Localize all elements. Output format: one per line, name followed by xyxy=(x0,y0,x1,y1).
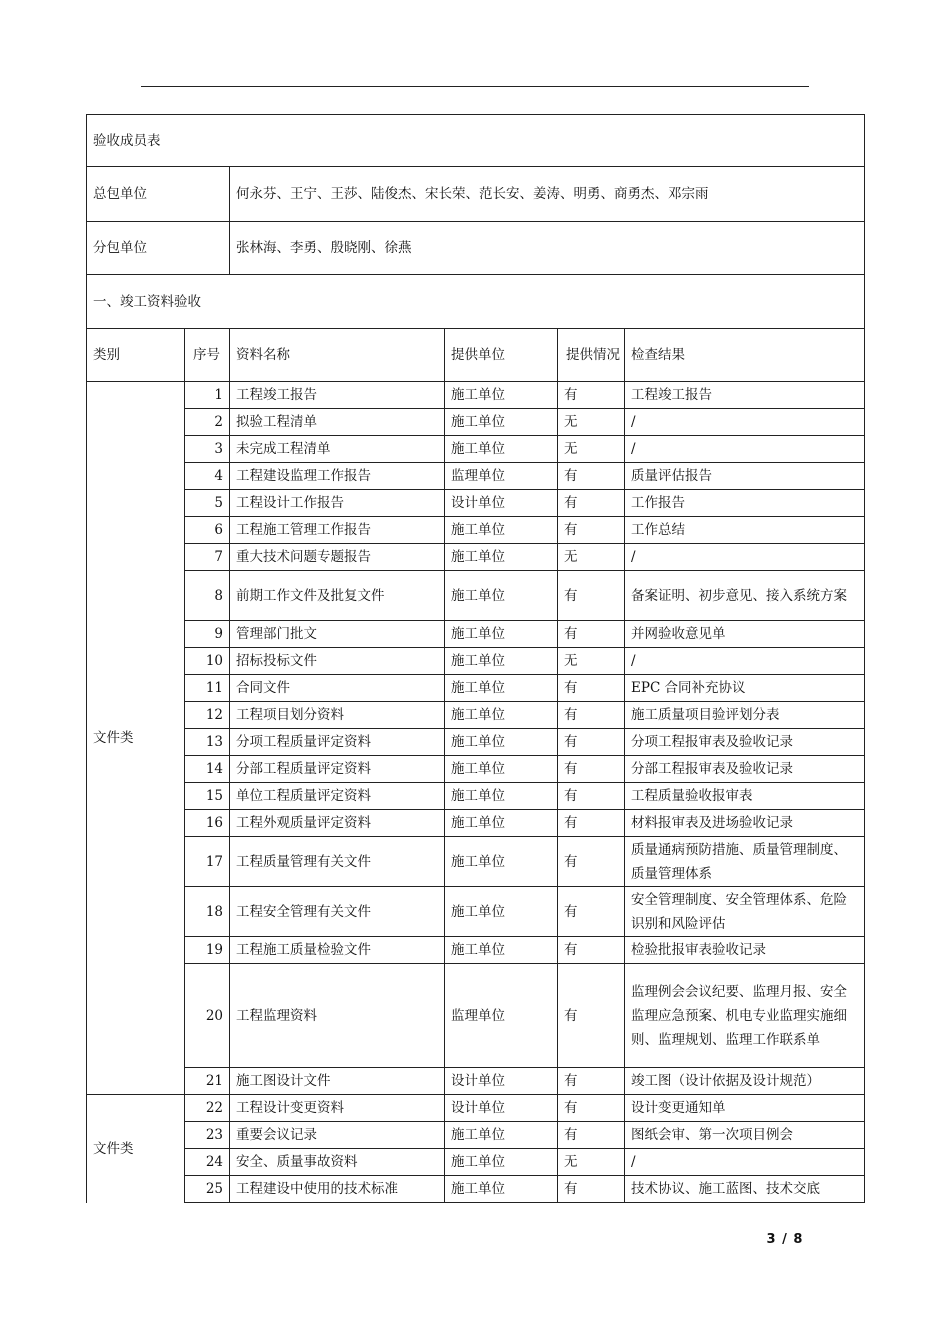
table-row xyxy=(87,490,865,517)
document-name: 工程施工质量检验文件 xyxy=(230,937,445,964)
document-name: 拟验工程清单 xyxy=(230,409,445,436)
row-number: 25 xyxy=(185,1176,230,1203)
check-result: 并网验收意见单 xyxy=(625,621,865,648)
check-result: 工程质量验收报审表 xyxy=(625,783,865,810)
provider-unit: 施工单位 xyxy=(445,702,558,729)
row-number: 16 xyxy=(185,810,230,837)
category-cell: 文件类 xyxy=(87,1095,185,1203)
document-name: 工程建设中使用的技术标准 xyxy=(230,1176,445,1203)
provider-unit: 施工单位 xyxy=(445,436,558,463)
header-status: 提供情况 xyxy=(558,329,625,382)
document-name: 施工图设计文件 xyxy=(230,1068,445,1095)
check-result: 质量通病预防措施、质量管理制度、质量管理体系 xyxy=(625,837,865,887)
document-name: 工程项目划分资料 xyxy=(230,702,445,729)
table-row xyxy=(87,1122,865,1149)
table-row xyxy=(87,810,865,837)
general-contractor-names: 何永芬、王宁、王莎、陆俊杰、宋长荣、范长安、姜涛、明勇、商勇杰、邓宗雨 xyxy=(230,167,865,222)
provider-unit: 施工单位 xyxy=(445,810,558,837)
row-number: 6 xyxy=(185,517,230,544)
document-name: 未完成工程清单 xyxy=(230,436,445,463)
document-name: 合同文件 xyxy=(230,675,445,702)
general-contractor-label: 总包单位 xyxy=(87,167,230,222)
table-row xyxy=(87,756,865,783)
check-result: 设计变更通知单 xyxy=(625,1095,865,1122)
row-number: 20 xyxy=(185,964,230,1068)
table-row xyxy=(87,887,865,937)
provider-unit: 设计单位 xyxy=(445,490,558,517)
table-row xyxy=(87,783,865,810)
header-category: 类别 xyxy=(87,329,185,382)
provider-unit: 施工单位 xyxy=(445,517,558,544)
document-name: 分项工程质量评定资料 xyxy=(230,729,445,756)
provider-unit: 施工单位 xyxy=(445,544,558,571)
header-name: 资料名称 xyxy=(230,329,445,382)
provider-unit: 施工单位 xyxy=(445,571,558,621)
provided-status: 有 xyxy=(558,571,625,621)
row-number: 24 xyxy=(185,1149,230,1176)
provided-status: 有 xyxy=(558,887,625,937)
document-name: 工程竣工报告 xyxy=(230,382,445,409)
acceptance-table xyxy=(86,114,865,1203)
provided-status: 无 xyxy=(558,648,625,675)
table-row xyxy=(87,937,865,964)
provided-status: 有 xyxy=(558,756,625,783)
check-result: 备案证明、初步意见、接入系统方案 xyxy=(625,571,865,621)
provider-unit: 施工单位 xyxy=(445,382,558,409)
check-result: 分项工程报审表及验收记录 xyxy=(625,729,865,756)
check-result: / xyxy=(625,436,865,463)
provider-unit: 施工单位 xyxy=(445,648,558,675)
check-result: 材料报审表及进场验收记录 xyxy=(625,810,865,837)
provider-unit: 施工单位 xyxy=(445,729,558,756)
check-result: 工程竣工报告 xyxy=(625,382,865,409)
row-number: 10 xyxy=(185,648,230,675)
table-row xyxy=(87,382,865,409)
provided-status: 有 xyxy=(558,621,625,648)
table-row xyxy=(87,1095,865,1122)
row-number: 4 xyxy=(185,463,230,490)
provider-unit: 施工单位 xyxy=(445,621,558,648)
row-number: 19 xyxy=(185,937,230,964)
document-name: 安全、质量事故资料 xyxy=(230,1149,445,1176)
check-result: 技术协议、施工蓝图、技术交底 xyxy=(625,1176,865,1203)
check-result: / xyxy=(625,648,865,675)
provider-unit: 监理单位 xyxy=(445,463,558,490)
check-result: EPC 合同补充协议 xyxy=(625,675,865,702)
row-number: 9 xyxy=(185,621,230,648)
document-name: 单位工程质量评定资料 xyxy=(230,783,445,810)
provided-status: 有 xyxy=(558,702,625,729)
provided-status: 有 xyxy=(558,937,625,964)
check-result: 监理例会会议纪要、监理月报、安全监理应急预案、机电专业监理实施细则、监理规划、监理工作联系单 xyxy=(625,964,865,1068)
row-number: 18 xyxy=(185,887,230,937)
provider-unit: 施工单位 xyxy=(445,756,558,783)
provider-unit: 施工单位 xyxy=(445,1176,558,1203)
row-number: 11 xyxy=(185,675,230,702)
provider-unit: 施工单位 xyxy=(445,887,558,937)
section-title: 一、竣工资料验收 xyxy=(87,275,865,329)
document-name: 重要会议记录 xyxy=(230,1122,445,1149)
page-number: 3 / 8 xyxy=(766,1232,804,1247)
document-name: 工程设计工作报告 xyxy=(230,490,445,517)
provided-status: 有 xyxy=(558,783,625,810)
check-result: / xyxy=(625,409,865,436)
provided-status: 有 xyxy=(558,1095,625,1122)
row-number: 8 xyxy=(185,571,230,621)
table-row xyxy=(87,1068,865,1095)
document-name: 重大技术问题专题报告 xyxy=(230,544,445,571)
header-provider: 提供单位 xyxy=(445,329,558,382)
row-number: 12 xyxy=(185,702,230,729)
provided-status: 无 xyxy=(558,544,625,571)
document-name: 分部工程质量评定资料 xyxy=(230,756,445,783)
header-seq: 序号 xyxy=(185,329,230,382)
row-number: 21 xyxy=(185,1068,230,1095)
table-row xyxy=(87,648,865,675)
table-row xyxy=(87,409,865,436)
check-result: / xyxy=(625,1149,865,1176)
provided-status: 有 xyxy=(558,517,625,544)
provided-status: 有 xyxy=(558,382,625,409)
row-number: 14 xyxy=(185,756,230,783)
document-name: 工程设计变更资料 xyxy=(230,1095,445,1122)
header-rule xyxy=(141,86,809,87)
provider-unit: 设计单位 xyxy=(445,1095,558,1122)
table-row xyxy=(87,1176,865,1203)
table-row xyxy=(87,436,865,463)
provider-unit: 施工单位 xyxy=(445,1149,558,1176)
provider-unit: 施工单位 xyxy=(445,675,558,702)
members-title: 验收成员表 xyxy=(87,115,865,167)
header-result: 检查结果 xyxy=(625,329,865,382)
document-name: 招标投标文件 xyxy=(230,648,445,675)
table-row xyxy=(87,1149,865,1176)
check-result: 检验批报审表验收记录 xyxy=(625,937,865,964)
provided-status: 无 xyxy=(558,436,625,463)
provider-unit: 施工单位 xyxy=(445,1122,558,1149)
check-result: 工作总结 xyxy=(625,517,865,544)
row-number: 23 xyxy=(185,1122,230,1149)
row-number: 17 xyxy=(185,837,230,887)
document-name: 工程施工管理工作报告 xyxy=(230,517,445,544)
row-number: 15 xyxy=(185,783,230,810)
document-name: 工程质量管理有关文件 xyxy=(230,837,445,887)
provider-unit: 施工单位 xyxy=(445,409,558,436)
table-row xyxy=(87,571,865,621)
table-row xyxy=(87,463,865,490)
provided-status: 有 xyxy=(558,964,625,1068)
table-row xyxy=(87,837,865,887)
table-row xyxy=(87,702,865,729)
row-number: 1 xyxy=(185,382,230,409)
row-number: 7 xyxy=(185,544,230,571)
provider-unit: 设计单位 xyxy=(445,1068,558,1095)
provider-unit: 监理单位 xyxy=(445,964,558,1068)
document-name: 工程安全管理有关文件 xyxy=(230,887,445,937)
subcontractor-names: 张林海、李勇、殷晓刚、徐燕 xyxy=(230,222,865,275)
provided-status: 有 xyxy=(558,1122,625,1149)
provider-unit: 施工单位 xyxy=(445,837,558,887)
table-row xyxy=(87,964,865,1068)
document-name: 工程监理资料 xyxy=(230,964,445,1068)
provided-status: 有 xyxy=(558,675,625,702)
provided-status: 有 xyxy=(558,1068,625,1095)
check-result: / xyxy=(625,544,865,571)
check-result: 图纸会审、第一次项目例会 xyxy=(625,1122,865,1149)
document-name: 前期工作文件及批复文件 xyxy=(230,571,445,621)
row-number: 5 xyxy=(185,490,230,517)
provided-status: 有 xyxy=(558,490,625,517)
table-row xyxy=(87,729,865,756)
document-name: 工程外观质量评定资料 xyxy=(230,810,445,837)
check-result: 施工质量项目验评划分表 xyxy=(625,702,865,729)
table-row xyxy=(87,544,865,571)
row-number: 13 xyxy=(185,729,230,756)
table-row xyxy=(87,675,865,702)
check-result: 工作报告 xyxy=(625,490,865,517)
provided-status: 有 xyxy=(558,837,625,887)
check-result: 安全管理制度、安全管理体系、危险识别和风险评估 xyxy=(625,887,865,937)
check-result: 质量评估报告 xyxy=(625,463,865,490)
provider-unit: 施工单位 xyxy=(445,783,558,810)
provided-status: 有 xyxy=(558,810,625,837)
check-result: 竣工图（设计依据及设计规范） xyxy=(625,1068,865,1095)
table-row xyxy=(87,517,865,544)
provided-status: 无 xyxy=(558,1149,625,1176)
row-number: 22 xyxy=(185,1095,230,1122)
document-name: 工程建设监理工作报告 xyxy=(230,463,445,490)
category-cell: 文件类 xyxy=(87,382,185,1095)
provided-status: 有 xyxy=(558,729,625,756)
table-row xyxy=(87,621,865,648)
provider-unit: 施工单位 xyxy=(445,937,558,964)
provided-status: 有 xyxy=(558,463,625,490)
check-result: 分部工程报审表及验收记录 xyxy=(625,756,865,783)
document-name: 管理部门批文 xyxy=(230,621,445,648)
row-number: 3 xyxy=(185,436,230,463)
provided-status: 无 xyxy=(558,409,625,436)
row-number: 2 xyxy=(185,409,230,436)
subcontractor-label: 分包单位 xyxy=(87,222,230,275)
provided-status: 有 xyxy=(558,1176,625,1203)
